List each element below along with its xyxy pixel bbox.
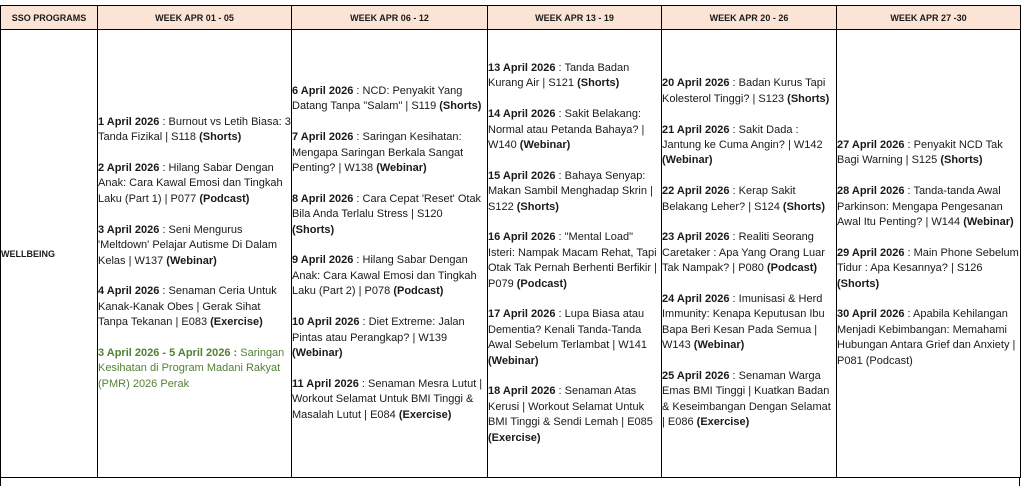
entry-format-tag: (Shorts) xyxy=(940,154,983,167)
week-cell[interactable] xyxy=(662,30,837,478)
schedule-entry xyxy=(292,253,487,299)
schedule-entry xyxy=(488,307,661,369)
schedule-entry xyxy=(98,223,291,269)
schedule-entry xyxy=(292,84,487,115)
entry-title: : Senaman Warga Emas BMI Tinggi | Kuatkan Badan & Keseimbangan Dengan Selamat | E086 xyxy=(662,370,831,429)
entry-format-tag: (Podcast) xyxy=(766,262,818,275)
schedule-entry xyxy=(837,184,1020,230)
entry-title: : Senaman Ceria Untuk Kanak-Kanak Obes | Gerak Sihat Tanpa Tekanan | E083 xyxy=(98,285,277,329)
schedule-entry xyxy=(837,246,1020,292)
week-cell[interactable] xyxy=(837,30,1021,478)
entry-title: : Tanda Badan Kurang Air | S121 xyxy=(488,61,630,90)
entry-format-tag: (Shorts) xyxy=(516,200,559,213)
schedule-entry xyxy=(292,315,487,361)
entry-date: 2 April 2026 xyxy=(98,162,160,175)
entry-title: : Hilang Sabar Dengan Anak: Cara Kawal Emosi dan Tingkah Laku (Part 2) | P078 xyxy=(292,254,477,298)
entry-title: : Cara Cepat 'Reset' Otak Bila Anda Terlalu Stress | S120 xyxy=(292,192,482,221)
entry-title: : Imunisasi & Herd Immunity: Kenapa Keputusan Ibu Bapa Beri Kesan Pada Semua | W143 xyxy=(662,292,825,352)
entry-format-tag: (Webinar) xyxy=(519,138,571,151)
entry-date: 21 April 2026 xyxy=(662,123,730,136)
entry-format-tag: (Shorts) xyxy=(782,200,826,213)
entry-format-tag: (Shorts) xyxy=(577,77,620,90)
entry-title: : Lupa Biasa atau Dementia? Kenali Tanda-Tanda Awal Sebelum Terlambat | W141 xyxy=(488,308,647,352)
entry-date: 3 April 2026 - 5 April 2026 : xyxy=(98,346,238,359)
entry-date: 13 April 2026 xyxy=(488,61,556,74)
next-row-edge xyxy=(0,477,1020,486)
entry-date: 16 April 2026 xyxy=(488,231,556,244)
entry-date: 28 April 2026 xyxy=(837,185,905,198)
header-week-1[interactable]: WEEK APR 01 - 05 xyxy=(98,6,292,30)
entry-format-tag: (Shorts) xyxy=(837,277,880,290)
entry-title: : Diet Extreme: Jalan Pintas atau Perangkap? | W139 xyxy=(292,316,465,344)
entry-date: 4 April 2026 xyxy=(98,285,160,298)
entry-date: 17 April 2026 xyxy=(488,308,556,321)
entry-format-tag: (Webinar) xyxy=(166,254,217,267)
entry-format-tag: (Exercise) xyxy=(696,416,750,429)
schedule-entry xyxy=(98,161,291,207)
header-programs[interactable]: SSO PROGRAMS xyxy=(1,6,98,30)
row-label-wellbeing[interactable]: WELLBEING xyxy=(1,30,98,478)
entry-title: : Badan Kurus Tapi Kolesterol Tinggi? | S123 xyxy=(662,77,826,105)
entry-format-tag: (Webinar) xyxy=(488,354,539,367)
entry-title: : Senaman Atas Kerusi | Workout Selamat Untuk BMI Tinggi & Sendi Lemah | E085 xyxy=(488,385,653,429)
schedule-entry xyxy=(662,369,836,431)
entry-title: : Kerap Sakit Belakang Leher? | S124 xyxy=(662,185,796,213)
program-schedule-table xyxy=(0,5,1021,478)
entry-format-tag: (Exercise) xyxy=(398,408,452,421)
schedule-entry xyxy=(488,384,661,446)
entry-title: : Tanda-tanda Awal Parkinson: Mengapa Pengesanan Awal Itu Penting? | W144 xyxy=(837,185,1003,228)
entry-title: : Bahaya Senyap: Makan Sambil Menghadap Skrin | S122 xyxy=(488,169,653,213)
entry-title: : Saringan Kesihatan: Mengapa Saringan Berkala Sangat Penting? | W138 xyxy=(292,131,464,175)
entry-date: 15 April 2026 xyxy=(488,169,556,182)
entry-format-tag: (Exercise) xyxy=(210,316,263,329)
entry-title: : Main Phone Sebelum Tidur : Apa Kesannya? | S126 xyxy=(837,246,1019,275)
entry-title: : Hilang Sabar Dengan Anak: Cara Kawal Emosi dan Tingkah Laku (Part 1) | P077 xyxy=(98,162,283,205)
entry-title: : Penyakit NCD Tak Bagi Warning | S125 xyxy=(837,138,1003,167)
schedule-entry xyxy=(662,76,836,107)
entry-title: : Sakit Belakang: Normal atau Petanda Bahaya? | W140 xyxy=(488,108,645,151)
schedule-entry xyxy=(662,123,836,169)
entry-title: : Seni Mengurus 'Meltdown' Pelajar Autisme Di Dalam Kelas | W137 xyxy=(98,223,278,267)
entry-date: 29 April 2026 xyxy=(837,246,905,259)
entry-date: 30 April 2026 xyxy=(837,308,905,321)
entry-date: 8 April 2026 xyxy=(292,192,354,205)
entry-date: 22 April 2026 xyxy=(662,185,730,198)
schedule-entry xyxy=(292,192,487,238)
schedule-entry xyxy=(98,284,291,330)
entry-date: 6 April 2026 xyxy=(292,85,354,98)
entry-date: 27 April 2026 xyxy=(837,138,905,151)
entry-date: 20 April 2026 xyxy=(662,77,730,90)
schedule-entry xyxy=(488,107,661,153)
entry-date: 23 April 2026 xyxy=(662,231,730,244)
entry-title: : Apabila Kehilangan Menjadi Kebimbangan: Memahami Hubungan Antara Grief dan Anxiety | P081 (Podcast) xyxy=(837,308,1016,367)
entry-title: : Burnout vs Letih Biasa: 3 Tanda Fizikal | S118 xyxy=(98,115,291,144)
entry-format-tag: (Shorts) xyxy=(787,92,830,105)
entry-title: : Realiti Seorang Caretaker : Apa Yang Orang Luar Tak Nampak? | P080 xyxy=(662,231,825,275)
week-cell[interactable] xyxy=(292,30,488,478)
header-week-5[interactable]: WEEK APR 27 -30 xyxy=(837,6,1021,30)
entry-date: 24 April 2026 xyxy=(662,292,730,305)
entry-date: 7 April 2026 xyxy=(292,131,354,144)
entry-date: 25 April 2026 xyxy=(662,370,730,382)
week-cell[interactable] xyxy=(488,30,662,478)
entry-format-tag: (Webinar) xyxy=(292,346,343,359)
schedule-entry xyxy=(98,115,291,146)
entry-format-tag: (Shorts) xyxy=(439,100,482,113)
entry-format-tag: (Exercise) xyxy=(488,431,541,444)
schedule-entry xyxy=(488,61,661,92)
entry-format-tag: (Webinar) xyxy=(376,162,427,175)
entry-date: 1 April 2026 xyxy=(98,115,160,128)
entry-date: 3 April 2026 xyxy=(98,223,160,236)
header-week-4[interactable]: WEEK APR 20 - 26 xyxy=(662,6,837,30)
entry-title: : "Mental Load" Isteri: Nampak Macam Rehat, Tapi Otak Tak Pernah Berhenti Berfikir | P079 xyxy=(488,231,657,290)
entry-date: 11 April 2026 xyxy=(292,377,359,390)
header-week-2[interactable]: WEEK APR 06 - 12 xyxy=(292,6,488,30)
schedule-entry xyxy=(488,230,661,292)
entry-format-tag: (Podcast) xyxy=(199,192,250,205)
schedule-entry xyxy=(837,138,1020,169)
entry-format-tag: (Shorts) xyxy=(199,131,242,144)
entry-date: 10 April 2026 xyxy=(292,316,360,329)
header-week-3[interactable]: WEEK APR 13 - 19 xyxy=(488,6,662,30)
entry-date: 14 April 2026 xyxy=(488,108,556,121)
entry-date: 18 April 2026 xyxy=(488,385,556,398)
entry-title: : Sakit Dada : Jantung ke Cuma Angin? | W142 xyxy=(662,123,823,151)
entry-title: Saringan Kesihatan di Program Madani Rakyat (PMR) 2026 Perak xyxy=(98,346,285,390)
entry-format-tag: (Webinar) xyxy=(693,339,745,352)
schedule-entry xyxy=(488,169,661,215)
schedule-entry xyxy=(292,130,487,176)
entry-date: 9 April 2026 xyxy=(292,254,354,267)
entry-format-tag: (Podcast) xyxy=(516,277,567,290)
header-row xyxy=(1,6,1021,30)
entry-format-tag: (Webinar) xyxy=(963,215,1014,228)
schedule-entry xyxy=(662,230,836,276)
schedule-highlight-entry xyxy=(98,346,291,392)
schedule-entry xyxy=(662,292,836,354)
entry-title: : Senaman Mesra Lutut | Workout Selamat Untuk BMI Tinggi & Masalah Lutut | E084 xyxy=(292,377,483,421)
entry-format-tag: (Webinar) xyxy=(662,154,713,167)
week-cell[interactable] xyxy=(98,30,292,478)
entry-format-tag: (Podcast) xyxy=(393,285,444,298)
schedule-entry xyxy=(292,377,487,423)
schedule-entry xyxy=(662,184,836,215)
schedule-entry xyxy=(837,307,1020,369)
entry-title: : NCD: Penyakit Yang Datang Tanpa "Salam" | S119 xyxy=(292,85,463,113)
entry-format-tag: (Shorts) xyxy=(292,223,335,236)
wellbeing-row xyxy=(1,30,1021,478)
